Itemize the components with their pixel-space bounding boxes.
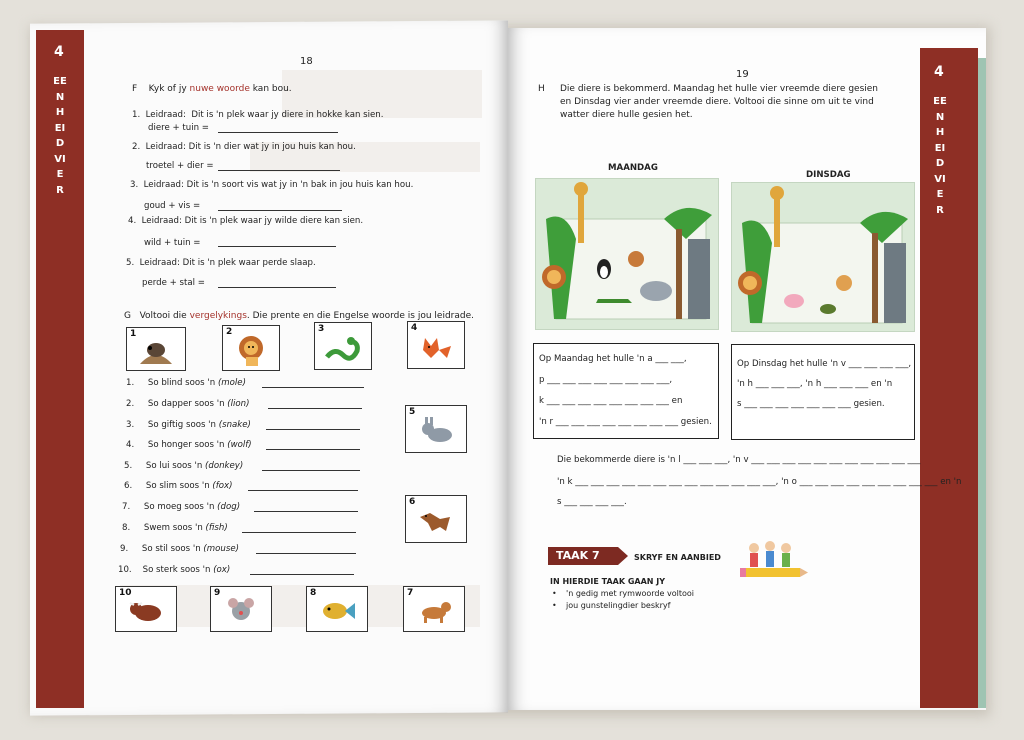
ox-icon bbox=[126, 595, 166, 627]
box-number: 3 bbox=[318, 324, 325, 334]
item-text: So honger soos 'n bbox=[147, 440, 225, 450]
section-h-line-3: watter diere hulle gesien het. bbox=[560, 110, 693, 120]
right-unit-number: 4 bbox=[934, 64, 944, 80]
section-f-letter: F bbox=[132, 84, 138, 94]
dog-icon bbox=[414, 597, 454, 625]
f-formula-5: perde + stal = bbox=[142, 278, 205, 288]
g-item-5 bbox=[124, 461, 243, 471]
f-formula-2: troetel + dier = bbox=[146, 161, 214, 171]
item-number: 8. bbox=[122, 523, 131, 533]
item-text: So sterk soos 'n bbox=[142, 565, 211, 575]
item-number: 2. bbox=[132, 142, 141, 152]
item-number: 6. bbox=[124, 481, 133, 491]
answer-line[interactable] bbox=[266, 449, 360, 450]
f-item-5 bbox=[126, 258, 316, 268]
section-g-highlight: vergelykings bbox=[189, 311, 247, 321]
monday-line-3[interactable]: k ___ ___ ___ ___ ___ ___ ___ ___ en bbox=[539, 396, 683, 406]
tuesday-line-1[interactable]: Op Dinsdag het hulle 'n v ___ ___ ___ ___, bbox=[737, 359, 912, 369]
g-item-8 bbox=[122, 523, 228, 533]
bullet-icon: • bbox=[552, 601, 557, 610]
task-arrow bbox=[618, 547, 628, 565]
page-edge bbox=[978, 58, 986, 708]
item-hint: (mouse) bbox=[203, 544, 239, 554]
answer-line[interactable] bbox=[256, 553, 356, 554]
monday-animals-illustration bbox=[536, 179, 718, 329]
f-item-3 bbox=[130, 180, 413, 190]
box-number: 10 bbox=[119, 588, 132, 598]
item-text: So lui soos 'n bbox=[145, 461, 203, 471]
item-number: 10. bbox=[118, 565, 132, 575]
item-number: 2. bbox=[126, 399, 135, 409]
item-hint: (snake) bbox=[218, 420, 251, 430]
bullet-icon: • bbox=[552, 589, 557, 598]
section-g-intro-2: . Die prente en die Engelse woorde is jou leidrade. bbox=[246, 311, 474, 321]
hint-label: Leidraad: bbox=[143, 180, 184, 190]
box-number: 2 bbox=[226, 327, 233, 337]
hint-label: Leidraad: bbox=[139, 258, 180, 268]
item-number: 1. bbox=[126, 378, 135, 388]
hint-text: Dit is 'n plek waar jy wilde diere kan sien. bbox=[184, 216, 364, 226]
box-number: 8 bbox=[310, 588, 317, 598]
hint-text: Dit is 'n soort vis wat jy in 'n bak in jou huis kan hou. bbox=[186, 180, 414, 190]
answer-line[interactable] bbox=[218, 170, 340, 171]
right-page-number: 19 bbox=[736, 69, 749, 80]
picture-box-fox bbox=[407, 321, 465, 369]
f-item-4 bbox=[128, 216, 363, 226]
item-text: So giftig soos 'n bbox=[147, 420, 216, 430]
wolf-icon bbox=[416, 505, 456, 537]
section-f-intro-1: Kyk of jy bbox=[148, 84, 187, 94]
answer-line[interactable] bbox=[218, 246, 336, 247]
fox-icon bbox=[417, 332, 455, 362]
g-item-1 bbox=[126, 378, 246, 388]
f-item-1 bbox=[132, 110, 383, 120]
tuesday-sentence-box bbox=[731, 344, 915, 440]
tuesday-scene bbox=[731, 182, 915, 332]
g-item-4 bbox=[126, 440, 252, 450]
snake-icon bbox=[323, 333, 363, 363]
section-g-letter: G bbox=[124, 311, 131, 321]
monday-line-1[interactable]: Op Maandag het hulle 'n a ___ ___, bbox=[539, 354, 687, 364]
mouse-icon bbox=[221, 595, 261, 627]
box-number: 1 bbox=[130, 329, 137, 339]
box-number: 7 bbox=[407, 588, 414, 598]
picture-box-mole bbox=[126, 327, 186, 371]
item-hint: (fish) bbox=[205, 523, 228, 533]
item-number: 3. bbox=[130, 180, 139, 190]
f-formula-4: wild + tuin = bbox=[144, 238, 201, 248]
item-text: So moeg soos 'n bbox=[143, 502, 215, 512]
section-h-line-2: en Dinsdag vier ander vreemde diere. Voltooi die sinne om uit te vind bbox=[560, 97, 874, 107]
section-g-heading bbox=[124, 311, 474, 321]
task-bullet-2: jou gunstelingdier beskryf bbox=[566, 601, 671, 610]
box-number: 9 bbox=[214, 588, 221, 598]
answer-line[interactable] bbox=[268, 408, 362, 409]
left-page-number: 18 bbox=[300, 56, 313, 67]
picture-box-fish bbox=[306, 586, 368, 632]
item-hint: (mole) bbox=[217, 378, 246, 388]
hint-text: Dit is 'n plek waar perde slaap. bbox=[182, 258, 316, 268]
worried-line-2[interactable]: 'n k ___ ___ ___ ___ ___ ___ ___ ___ ___ ___ ___ ___ ___, 'n o ___ ___ ___ ___ ___ ___ ___ ___ ___ en 'n bbox=[557, 477, 962, 487]
box-number: 4 bbox=[411, 323, 418, 333]
section-g-intro-1: Voltooi die bbox=[139, 311, 187, 321]
g-item-9 bbox=[120, 544, 239, 554]
g-item-10 bbox=[118, 565, 230, 575]
f-formula-3: goud + vis = bbox=[144, 201, 201, 211]
answer-line[interactable] bbox=[254, 511, 358, 512]
right-unit-vertical: EENHEID VIER bbox=[933, 96, 947, 216]
picture-box-donkey bbox=[405, 405, 467, 453]
section-f-heading bbox=[132, 84, 292, 94]
box-number: 5 bbox=[409, 407, 416, 417]
item-hint: (ox) bbox=[213, 565, 231, 575]
item-hint: (fox) bbox=[212, 481, 233, 491]
right-unit-band bbox=[920, 48, 978, 708]
item-hint: (dog) bbox=[217, 502, 241, 512]
box-number: 6 bbox=[409, 497, 416, 507]
answer-line[interactable] bbox=[218, 132, 338, 133]
picture-box-dog bbox=[403, 586, 465, 632]
item-number: 4. bbox=[128, 216, 137, 226]
item-text: So dapper soos 'n bbox=[147, 399, 225, 409]
monday-line-4[interactable]: 'n r ___ ___ ___ ___ ___ ___ ___ ___ gesien. bbox=[539, 417, 712, 427]
item-text: So stil soos 'n bbox=[141, 544, 201, 554]
left-unit-number: 4 bbox=[54, 44, 64, 60]
hint-text: Dit is 'n plek waar jy diere in hokke kan sien. bbox=[191, 110, 384, 120]
picture-box-lion bbox=[222, 325, 280, 371]
monday-line-2[interactable]: p ___ ___ ___ ___ ___ ___ ___ ___, bbox=[539, 375, 673, 385]
item-number: 5. bbox=[124, 461, 133, 471]
hint-label: Leidraad: bbox=[145, 110, 186, 120]
item-number: 4. bbox=[126, 440, 135, 450]
answer-line[interactable] bbox=[248, 490, 358, 491]
tuesday-line-3[interactable]: s ___ ___ ___ ___ ___ ___ ___ gesien. bbox=[737, 399, 885, 409]
fish-icon bbox=[317, 597, 357, 625]
left-unit-vertical: EENHEID VIER bbox=[53, 76, 67, 196]
task-subheading: IN HIERDIE TAAK GAAN JY bbox=[550, 577, 666, 586]
item-number: 7. bbox=[122, 502, 131, 512]
f-item-2 bbox=[132, 142, 356, 152]
section-h-letter: H bbox=[538, 84, 545, 94]
tuesday-line-2[interactable]: 'n h ___ ___ ___, 'n h ___ ___ ___ en 'n bbox=[737, 379, 893, 389]
tuesday-label: DINSDAG bbox=[806, 170, 851, 180]
item-hint: (lion) bbox=[227, 399, 250, 409]
answer-line[interactable] bbox=[262, 387, 364, 388]
tuesday-animals-illustration bbox=[732, 183, 914, 331]
lion-icon bbox=[234, 333, 268, 367]
hint-label: Leidraad: bbox=[145, 142, 186, 152]
item-number: 3. bbox=[126, 420, 135, 430]
item-number: 1. bbox=[132, 110, 141, 120]
picture-box-snake bbox=[314, 322, 372, 370]
worried-line-3[interactable]: s ___ ___ ___ ___. bbox=[557, 497, 627, 507]
g-item-3 bbox=[126, 420, 251, 430]
task-label: TAAK 7 bbox=[548, 547, 618, 565]
hint-text: Dit is 'n dier wat jy in jou huis kan hou. bbox=[188, 142, 356, 152]
item-number: 9. bbox=[120, 544, 129, 554]
item-hint: (wolf) bbox=[227, 440, 252, 450]
monday-scene bbox=[535, 178, 719, 330]
item-number: 5. bbox=[126, 258, 135, 268]
g-item-2 bbox=[126, 399, 249, 409]
section-f-highlight: nuwe woorde bbox=[189, 84, 250, 94]
item-hint: (donkey) bbox=[205, 461, 244, 471]
picture-box-wolf bbox=[405, 495, 467, 543]
answer-line[interactable] bbox=[250, 574, 354, 575]
worried-line-1[interactable]: Die bekommerde diere is 'n l ___ ___ ___, 'n v ___ ___ ___ ___ ___ ___ ___ ___ ___ ___ ___ bbox=[557, 455, 921, 465]
hint-label: Leidraad: bbox=[141, 216, 182, 226]
answer-line[interactable] bbox=[218, 210, 342, 211]
picture-box-ox bbox=[115, 586, 177, 632]
g-item-7 bbox=[122, 502, 240, 512]
monday-label: MAANDAG bbox=[608, 163, 658, 173]
answer-line[interactable] bbox=[262, 470, 360, 471]
picture-box-mouse bbox=[210, 586, 272, 632]
donkey-icon bbox=[416, 415, 456, 447]
monday-sentence-box bbox=[533, 343, 719, 439]
mole-icon bbox=[136, 336, 176, 366]
f-formula-1: diere + tuin = bbox=[148, 123, 210, 133]
children-pencil-icon bbox=[736, 538, 808, 582]
g-item-6 bbox=[124, 481, 233, 491]
answer-line[interactable] bbox=[266, 429, 360, 430]
item-text: Swem soos 'n bbox=[143, 523, 203, 533]
task-bullet-1: 'n gedig met rymwoorde voltooi bbox=[566, 589, 694, 598]
section-f-intro-2: kan bou. bbox=[252, 84, 292, 94]
answer-line[interactable] bbox=[218, 287, 336, 288]
answer-line[interactable] bbox=[242, 532, 356, 533]
section-h-line-1: Die diere is bekommerd. Maandag het hulle vier vreemde diere gesien bbox=[560, 84, 879, 94]
item-text: So blind soos 'n bbox=[147, 378, 216, 388]
item-text: So slim soos 'n bbox=[145, 481, 210, 491]
task-title: SKRYF EN AANBIED bbox=[634, 553, 721, 562]
